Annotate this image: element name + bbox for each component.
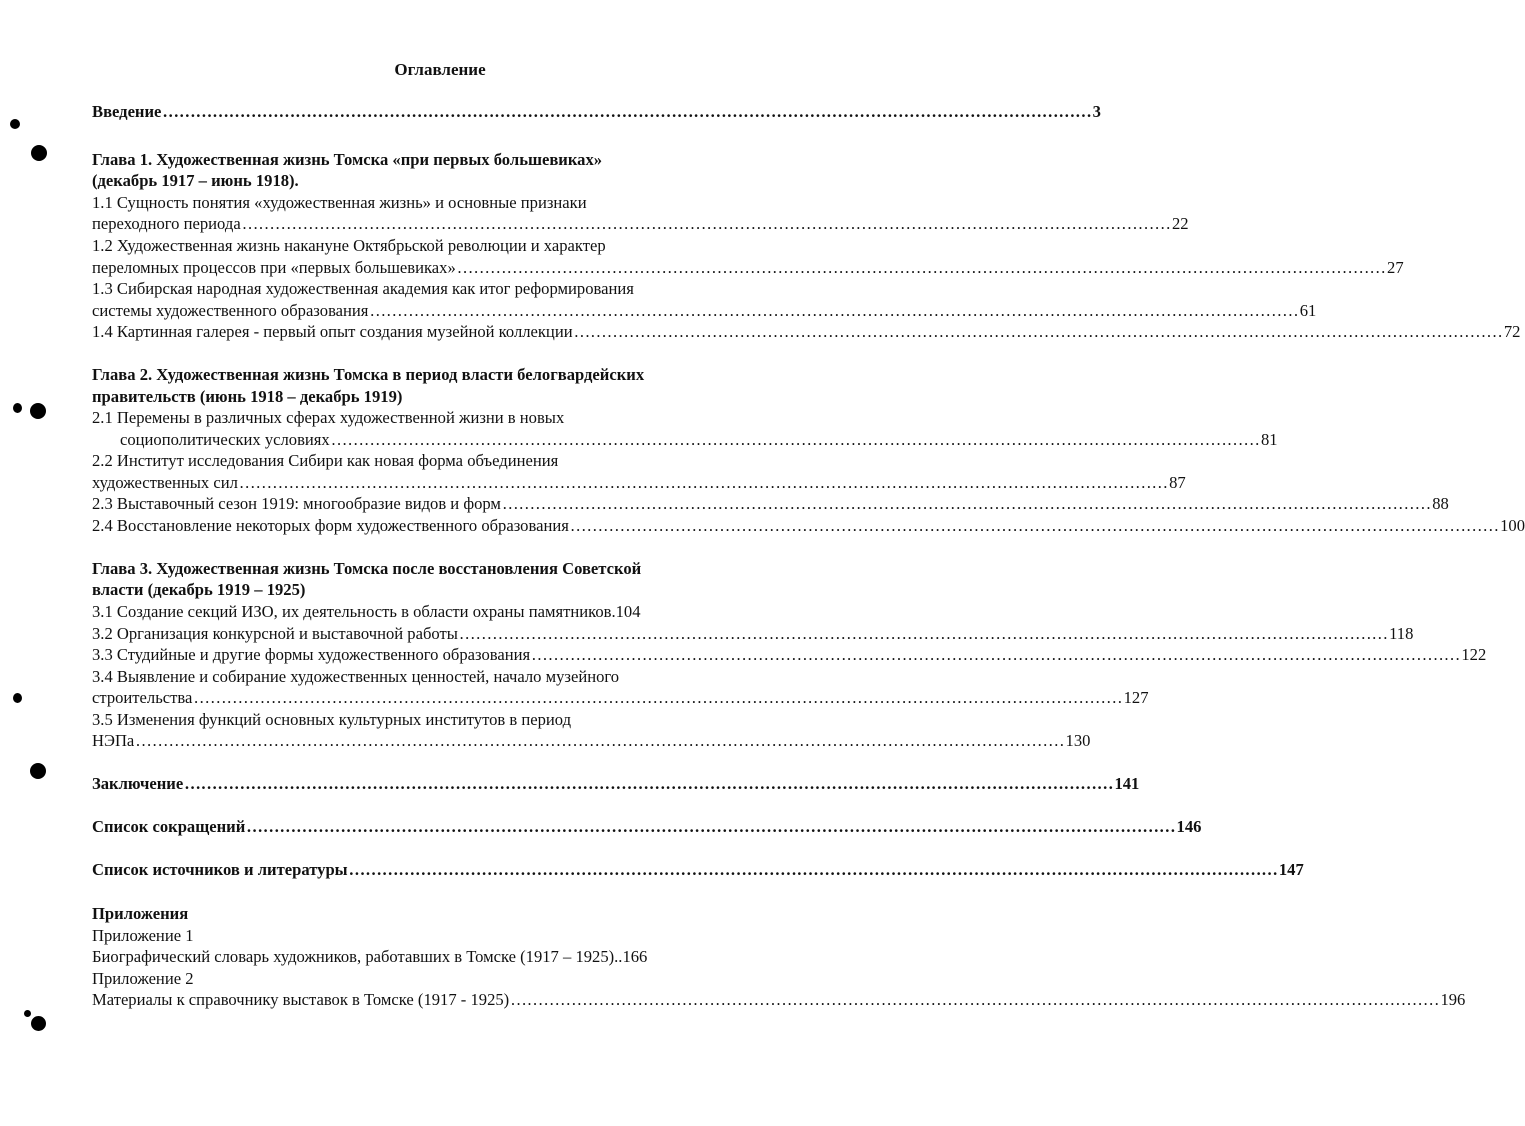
scan-mark [24,1010,31,1017]
toc-entry-title: переломных процессов при «первых большевиках» [92,258,456,277]
toc-page-number: 141 [1114,774,1140,793]
toc-entry-title: художественных сил [92,473,238,492]
toc-page-number: 22 [1171,214,1189,233]
appendices-heading: Приложения [92,904,189,923]
toc-section-1-4[interactable] [92,321,1521,343]
appendix-1-entry[interactable]: Биографический словарь художников, работавших в Томске (1917 – 1925)..166 [92,947,648,966]
toc-section-2-4[interactable] [92,515,1525,537]
toc-page-number: 81 [1260,430,1278,449]
toc-section-2-1-cont[interactable] [120,429,1278,451]
toc-abbreviations[interactable] [92,816,1202,838]
leader-dots: …………………………………………………………………………………………………………………………………………………… [531,645,1461,664]
toc-entry-title: системы художественного образования [92,301,369,320]
toc-section-1-3[interactable]: 1.3 Сибирская народная художественная академия как итог реформирования [92,279,634,298]
leader-dots: …………………………………………………………………………………………………………………………………………………… [135,731,1065,750]
toc-section-3-2[interactable] [92,623,1414,645]
toc-section-2-2[interactable]: 2.2 Институт исследования Сибири как новая форма объединения [92,451,559,470]
leader-dots: …………………………………………………………………………………………………………………………………………………… [162,102,1092,121]
toc-section-3-3[interactable] [92,644,1487,666]
chapter-2-heading-cont: правительств (июнь 1918 – декабрь 1919) [92,387,403,406]
punch-hole [30,403,46,419]
toc-section-2-3[interactable] [92,493,1449,515]
punch-hole [30,763,46,779]
leader-dots: …………………………………………………………………………………………………………………………………………………… [510,990,1440,1009]
toc-page-number: 196 [1440,990,1466,1009]
toc-section-2-2-cont[interactable] [92,472,1186,494]
toc-page-number: 27 [1387,258,1404,277]
leader-dots: …………………………………………………………………………………………………………………………………………………… [348,860,1278,879]
toc-section-1-3-cont[interactable] [92,300,1317,322]
punch-hole [31,145,47,161]
toc-page-number: 88 [1432,494,1449,513]
leader-dots: …………………………………………………………………………………………………………………………………………………… [193,688,1123,707]
toc-section-3-4-cont[interactable] [92,687,1149,709]
appendix-1-title[interactable]: Приложение 1 [92,926,194,945]
appendix-2-entry[interactable] [92,989,1466,1011]
punch-hole [31,1016,46,1031]
chapter-2-heading: Глава 2. Художественная жизнь Томска в период власти белогвардейских [92,365,645,384]
toc-entry-title: Введение [92,102,162,121]
toc-page-number: 72 [1503,322,1521,341]
toc-section-3-1[interactable]: 3.1 Создание секций ИЗО, их деятельность в области охраны памятников.104 [92,602,641,621]
appendix-2-title[interactable]: Приложение 2 [92,969,194,988]
toc-entry-title: Материалы к справочнику выставок в Томске (1917 - 1925) [92,990,510,1009]
toc-section-1-2[interactable]: 1.2 Художественная жизнь накануне Октябрьской революции и характер [92,236,606,255]
toc-entry-title: Заключение [92,774,184,793]
scan-mark [10,119,20,129]
toc-section-1-2-cont[interactable] [92,257,1404,279]
toc-page-number: 100 [1500,516,1525,535]
leader-dots: …………………………………………………………………………………………………………………………………………………… [573,322,1503,341]
toc-page-number: 130 [1065,731,1091,750]
toc-entry-title: 2.4 Восстановление некоторых форм художественного образования [92,516,569,535]
toc-entry-title: переходного периода [92,214,241,233]
toc-page-number: 61 [1299,301,1317,320]
leader-dots: …………………………………………………………………………………………………………………………………………………… [456,258,1387,277]
toc-entry-title: 3.3 Студийные и другие формы художественного образования [92,645,531,664]
toc-section-1-1-cont[interactable] [92,213,1189,235]
leader-dots: …………………………………………………………………………………………………………………………………………………… [241,214,1171,233]
leader-dots: …………………………………………………………………………………………………………………………………………………… [569,516,1500,535]
page-title: Оглавление [394,60,486,79]
leader-dots: …………………………………………………………………………………………………………………………………………………… [330,430,1260,449]
toc-page-number: 146 [1176,817,1202,836]
toc-section-1-1[interactable]: 1.1 Сущность понятия «художественная жизнь» и основные признаки [92,193,587,212]
leader-dots: …………………………………………………………………………………………………………………………………………………… [246,817,1176,836]
leader-dots: …………………………………………………………………………………………………………………………………………………… [369,301,1299,320]
toc-section-3-5-cont[interactable] [92,730,1091,752]
toc-page-number: 127 [1123,688,1149,707]
toc-entry-title: НЭПа [92,731,135,750]
scan-mark [13,403,22,413]
scan-mark [13,693,22,703]
chapter-1-heading-cont: (декабрь 1917 – июнь 1918). [92,171,299,190]
chapter-3-heading-cont: власти (декабрь 1919 – 1925) [92,580,306,599]
leader-dots: …………………………………………………………………………………………………………………………………………………… [238,473,1169,492]
toc-entry-title: 1.4 Картинная галерея - первый опыт создания музейной коллекции [92,322,573,341]
toc-section-3-4[interactable]: 3.4 Выявление и собирание художественных ценностей, начало музейного [92,667,620,686]
toc-sources[interactable] [92,859,1304,881]
leader-dots: …………………………………………………………………………………………………………………………………………………… [501,494,1432,513]
toc-intro[interactable] [92,101,1101,123]
toc-entry-title: строительства [92,688,193,707]
toc-section-2-1[interactable]: 2.1 Перемены в различных сферах художественной жизни в новых [92,408,565,427]
leader-dots: …………………………………………………………………………………………………………………………………………………… [458,624,1389,643]
toc-page-number: 118 [1389,624,1414,643]
chapter-1-heading: Глава 1. Художественная жизнь Томска «при первых большевиках» [92,150,603,169]
toc-page-number: 87 [1169,473,1186,492]
toc-page-number: 122 [1461,645,1487,664]
toc-entry-title: социополитических условиях [120,430,330,449]
toc-entry-title: 2.3 Выставочный сезон 1919: многообразие видов и форм [92,494,501,513]
toc-entry-title: 3.2 Организация конкурсной и выставочной работы [92,624,458,643]
leader-dots: …………………………………………………………………………………………………………………………………………………… [184,774,1114,793]
toc-page-number: 147 [1278,860,1304,879]
toc-entry-title: Список сокращений [92,817,246,836]
toc-entry-title: Список источников и литературы [92,860,348,879]
chapter-3-heading: Глава 3. Художественная жизнь Томска после восстановления Советской [92,559,642,578]
toc-conclusion[interactable] [92,773,1140,795]
toc-page-number: 3 [1092,102,1101,121]
toc-section-3-5[interactable]: 3.5 Изменения функций основных культурных институтов в период [92,710,572,729]
